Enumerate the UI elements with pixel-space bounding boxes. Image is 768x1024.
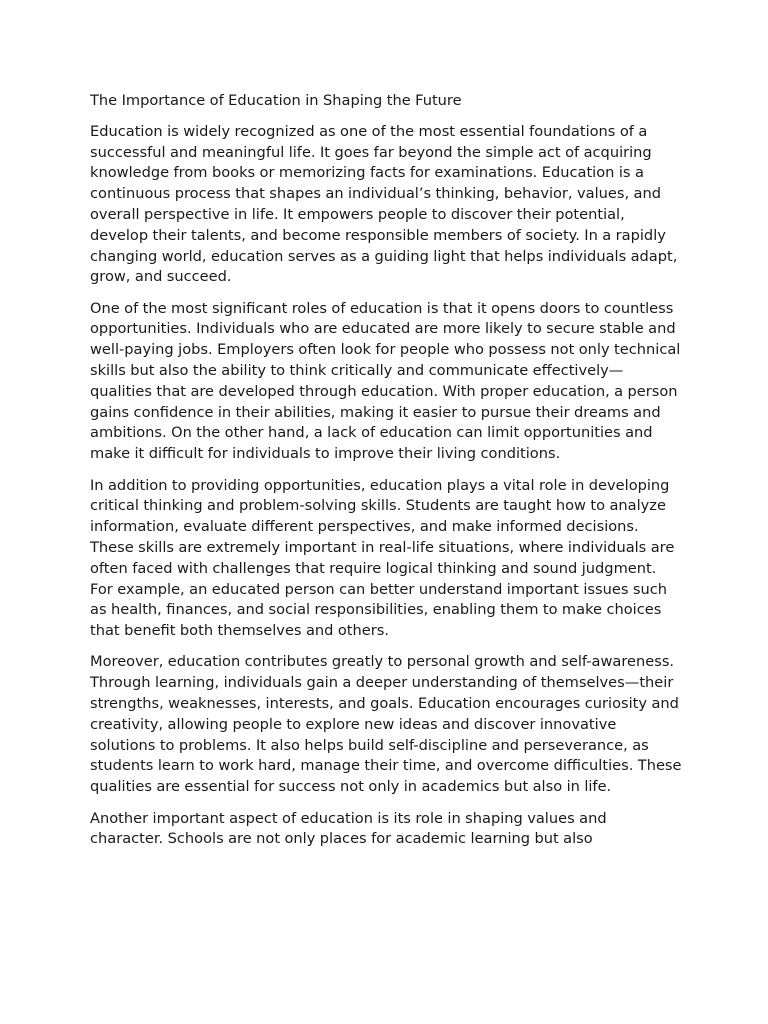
document-body <box>90 91 682 861</box>
document-title: The Importance of Education in Shaping the Future <box>90 92 462 109</box>
paragraph-personal-growth: Moreover, education contributes greatly to personal growth and self-awareness. Through learning, individuals gain a deeper understanding of themselves—their strengths, weaknesses, interests, and goals. Education encourages curiosity and creativity, allowing people to explore new ideas and discover innovative solutions to problems. It also helps build self-discipline and perseverance, as students learn to work hard, manage their time, and overcome difficulties. These qualities are essential for success not only in academics but also in life. <box>90 653 682 796</box>
paragraph-values-character: Another important aspect of education is its role in shaping values and character. Schools are not only places for academic learning but also <box>90 809 607 848</box>
paragraph-opportunities: One of the most significant roles of education is that it opens doors to countless opportunities. Individuals who are educated are more likely to secure stable and well-paying jobs. Employers often look for people who possess not only technical skills but also the ability to think critically and communicate effectively—qualities that are developed through education. With proper education, a person gains confidence in their abilities, making it easier to pursue their dreams and ambitions. On the other hand, a lack of education can limit opportunities and make it difficult for individuals to improve their living conditions. <box>90 299 681 463</box>
paragraph-critical-thinking: In addition to providing opportunities, education plays a vital role in developing critical thinking and problem-solving skills. Students are taught how to analyze information, evaluate different perspectives, and make informed decisions. These skills are extremely important in real-life situations, where individuals are often faced with challenges that require logical thinking and sound judgment. For example, an educated person can better understand important issues such as health, finances, and social responsibilities, enabling them to make choices that benefit both themselves and others. <box>90 476 675 640</box>
paragraph-introduction: Education is widely recognized as one of the most essential foundations of a successful and meaningful life. It goes far beyond the simple act of acquiring knowledge from books or memorizing facts for examinations. Education is a continuous process that shapes an individual’s thinking, behavior, values, and overall perspective in life. It empowers people to discover their potential, develop their talents, and become responsible members of society. In a rapidly changing world, education serves as a guiding light that helps individuals adapt, grow, and succeed. <box>90 122 678 286</box>
